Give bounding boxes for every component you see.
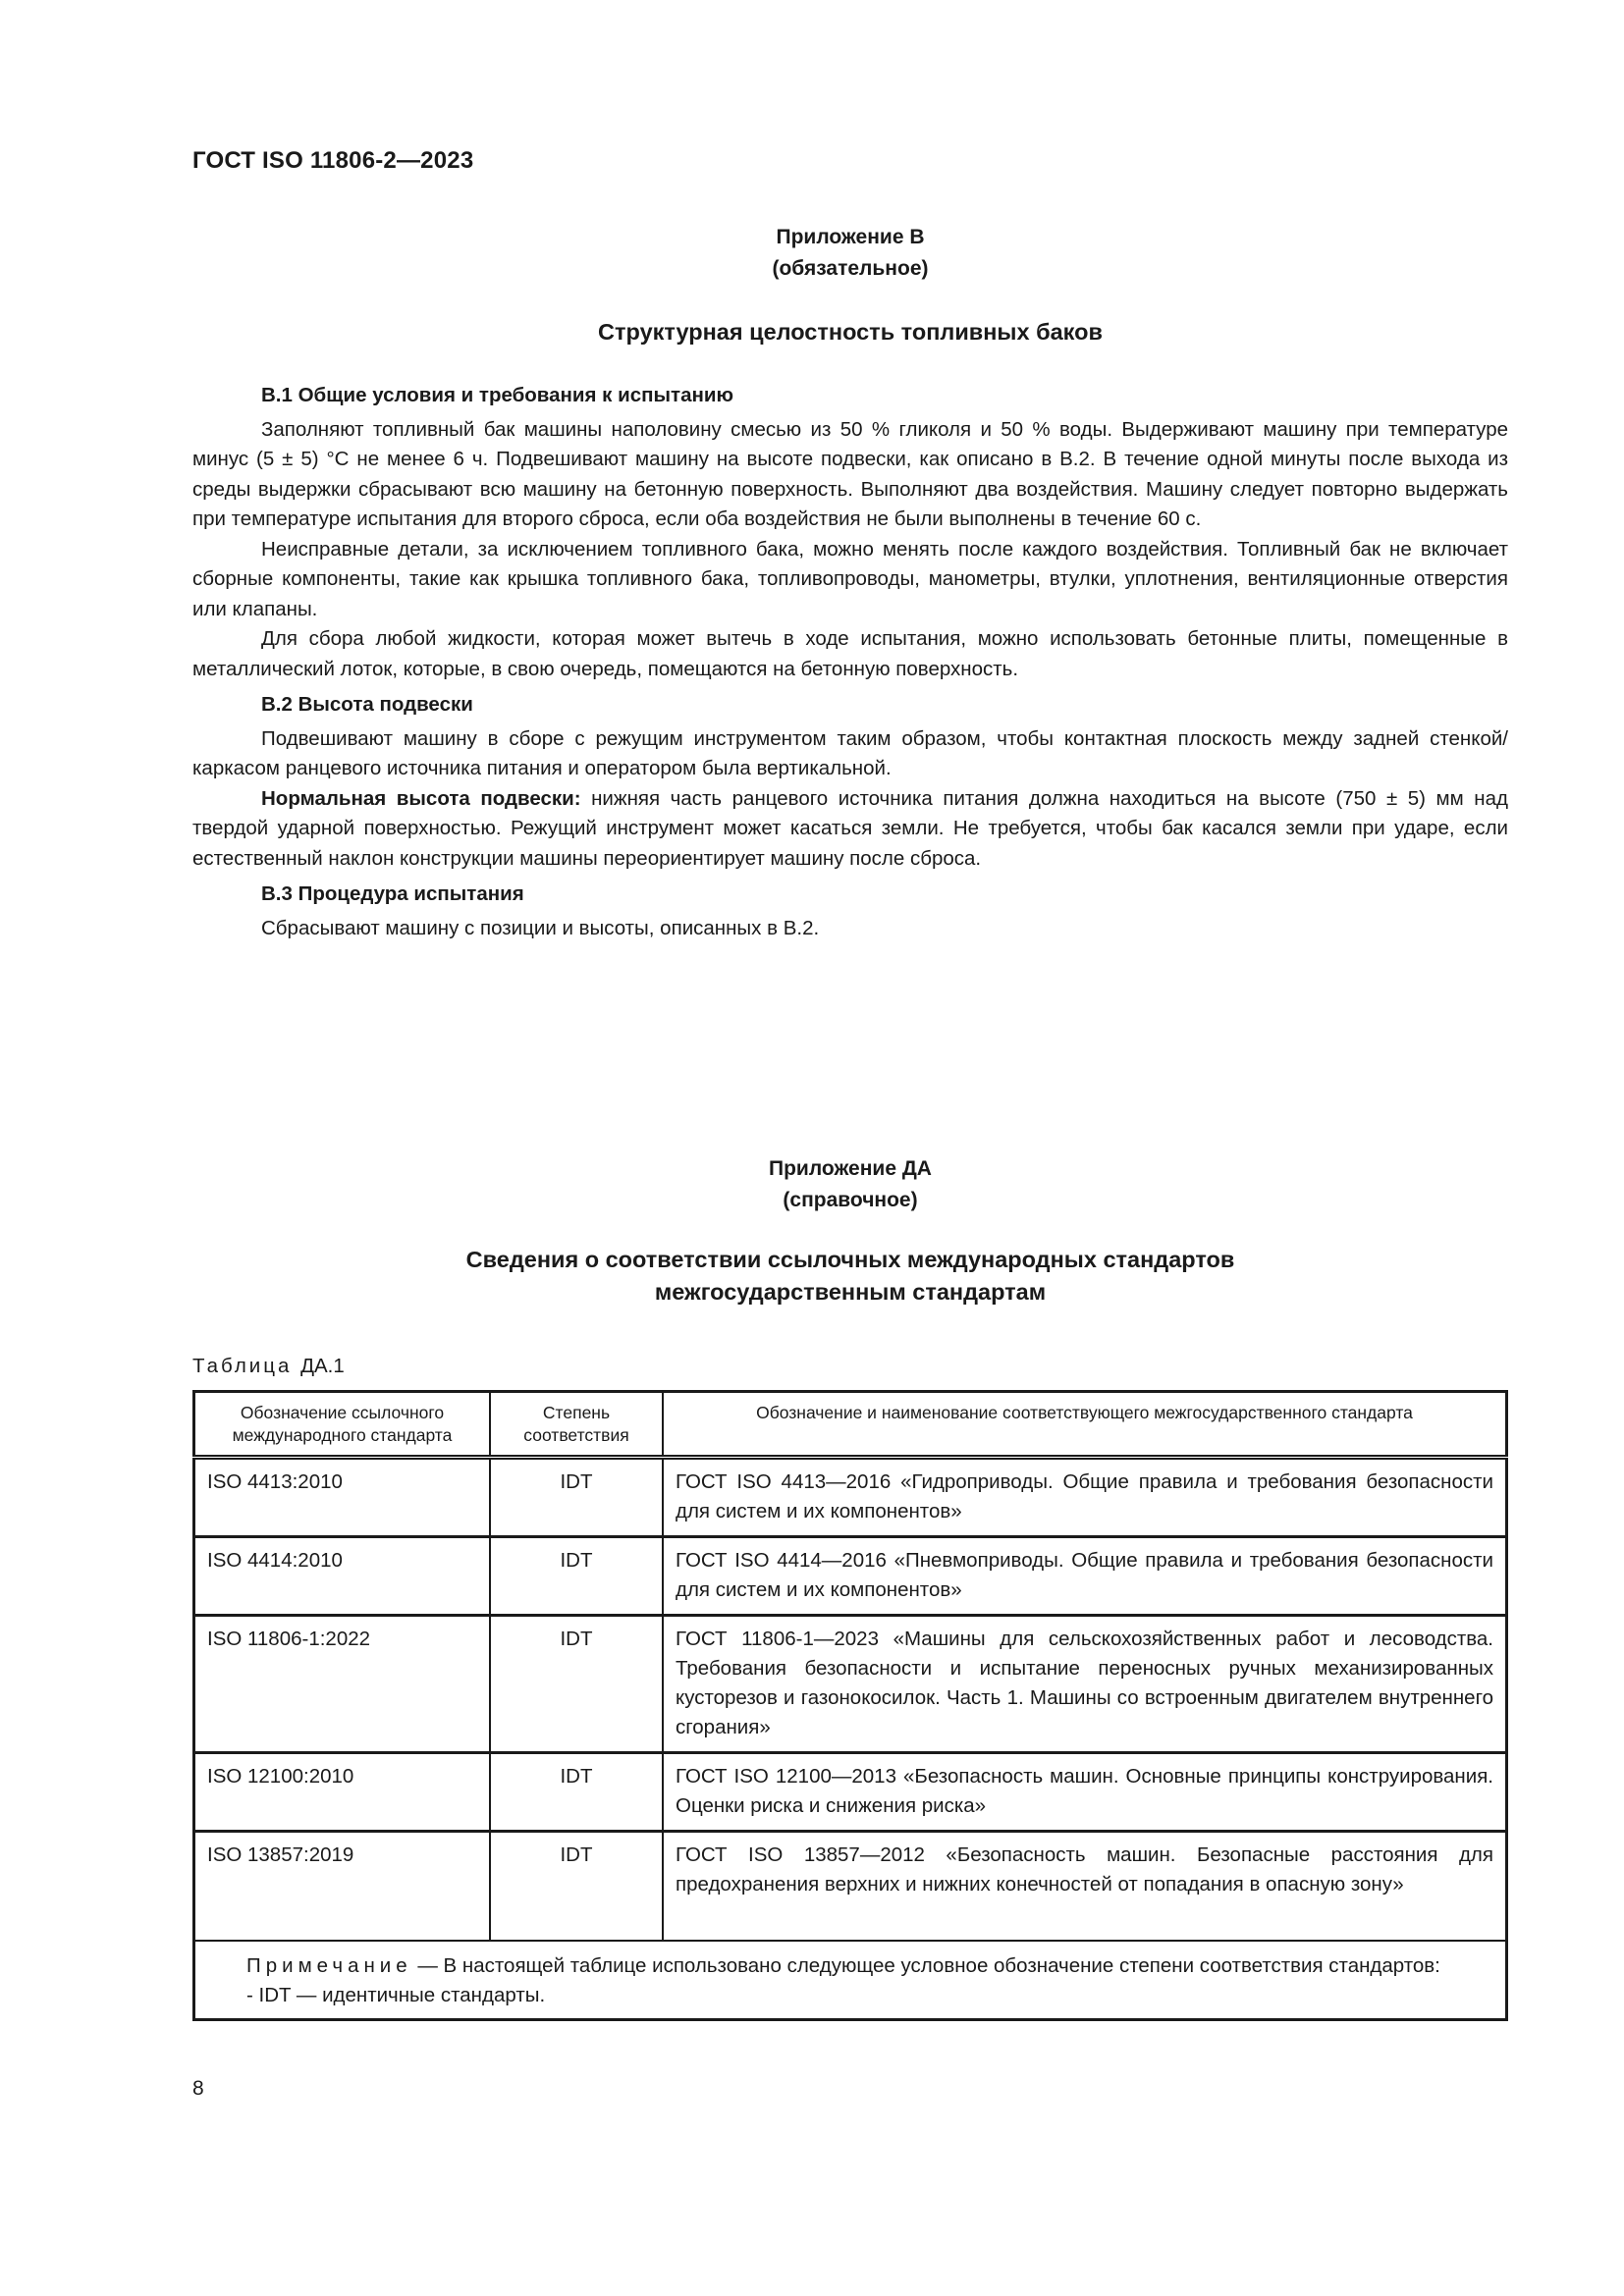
- document-id-header: ГОСТ ISO 11806-2—2023: [192, 147, 474, 174]
- cell-interstate-standard: ГОСТ ISO 12100—2013 «Безопасность машин. Основные принципы конструирования. Оценки риска и снижения риска»: [663, 1753, 1507, 1832]
- appendix-da-label: Приложение ДА: [769, 1157, 932, 1180]
- section-b1-heading: В.1 Общие условия и требования к испытанию: [261, 384, 733, 406]
- table-row: [194, 1537, 1507, 1616]
- table-caption-word: Таблица: [192, 1355, 293, 1377]
- appendix-da-title-line1: Сведения о соответствии ссылочных международных стандартов: [465, 1247, 1235, 1272]
- note-list-item: - IDT — идентичные стандарты.: [246, 1983, 546, 2006]
- cell-degree: IDT: [490, 1832, 663, 1941]
- table-row: [194, 1832, 1507, 1941]
- cell-degree: IDT: [490, 1537, 663, 1616]
- page-number: 8: [192, 2077, 204, 2100]
- cell-interstate-standard: ГОСТ 11806-1—2023 «Машины для сельскохозяйственных работ и лесоводства. Требования безопасности и испытание переносных ручных механизированных кусторезов и газонокосилок. Часть 1. Машины со встроенным двигателем внутреннего сгорания»: [663, 1616, 1507, 1753]
- cell-interstate-standard: ГОСТ ISO 4413—2016 «Гидроприводы. Общие правила и требования безопасности для систем и их компонентов»: [663, 1458, 1507, 1537]
- table-header-row: [194, 1392, 1507, 1458]
- column-header-interstate-standard: Обозначение и наименование соответствующего межгосударственного стандарта: [663, 1392, 1507, 1458]
- appendix-da-title-line2: межгосударственным стандартам: [654, 1279, 1047, 1305]
- cell-reference-standard: ISO 4413:2010: [194, 1458, 491, 1537]
- appendix-b-label: Приложение В: [776, 226, 925, 248]
- normal-height-text: нижняя часть ранцевого источника питания должна находиться на высоте (750 ± 5) мм над твердой ударной поверхностью. Режущий инструмент может касаться земли. Не требуется, чтобы бак касался земли при ударе, если естественный наклон конструкции машины переориентирует машину после сброса.: [192, 786, 1508, 870]
- normal-height-label: Нормальная высота подвески:: [261, 786, 581, 810]
- appendix-b-body: [192, 375, 1508, 943]
- table-note: [194, 1941, 1507, 2020]
- cell-degree: IDT: [490, 1616, 663, 1753]
- cell-reference-standard: ISO 13857:2019: [194, 1832, 491, 1941]
- table-row: [194, 1753, 1507, 1832]
- table-caption: [192, 1355, 345, 1378]
- section-b1-paragraph: Заполняют топливный бак машины наполовину смесью из 50 % гликоля и 50 % воды. Выдерживают машину при температуре минус (5 ± 5) °С не менее 6 ч. Подвешивают машину на высоте подвески, как описано в В.2. В течение одной минуты после выхода из среды выдержки сбрасывают всю машину на бетонную поверхность. Выполняют два воздействия. Машину следует повторно выдержать при температуре испытания для второго сброса, если оба воздействия не были выполнены в течение 60 с.: [192, 417, 1508, 530]
- standards-correspondence-table: [192, 1390, 1508, 2021]
- table-row: [194, 1458, 1507, 1537]
- section-b3-heading: В.3 Процедура испытания: [261, 882, 524, 905]
- table-note-row: [194, 1941, 1507, 2020]
- cell-degree: IDT: [490, 1458, 663, 1537]
- section-b2-heading: В.2 Высота подвески: [261, 693, 473, 716]
- appendix-da-status: (справочное): [783, 1189, 918, 1211]
- note-label: Примечание: [246, 1953, 412, 1977]
- cell-interstate-standard: ГОСТ ISO 13857—2012 «Безопасность машин. Безопасные расстояния для предохранения верхних и нижних конечностей от попадания в опасную зону»: [663, 1832, 1507, 1941]
- table-row: [194, 1616, 1507, 1753]
- section-b2-paragraph: Подвешивают машину в сборе с режущим инструментом таким образом, чтобы контактная плоскость между задней стенкой/каркасом ранцевого источника питания и оператором была вертикальной.: [192, 726, 1508, 779]
- appendix-b-status: (обязательное): [772, 257, 929, 280]
- cell-reference-standard: ISO 11806-1:2022: [194, 1616, 491, 1753]
- section-b1-paragraph: Для сбора любой жидкости, которая может вытечь в ходе испытания, можно использовать бетонные плиты, помещенные в металлический лоток, которые, в свою очередь, помещаются на бетонную поверхность.: [192, 627, 1508, 680]
- appendix-b-title: Структурная целостность топливных баков: [598, 319, 1103, 345]
- column-header-degree: Степень соответствия: [490, 1392, 663, 1458]
- table-caption-number: ДА.1: [300, 1355, 345, 1377]
- cell-interstate-standard: ГОСТ ISO 4414—2016 «Пневмоприводы. Общие правила и требования безопасности для систем и их компонентов»: [663, 1537, 1507, 1616]
- section-b2-normal-height-paragraph: [192, 784, 1508, 875]
- cell-degree: IDT: [490, 1753, 663, 1832]
- note-text: — В настоящей таблице использовано следующее условное обозначение степени соответствия стандартов:: [411, 1953, 1440, 1977]
- cell-reference-standard: ISO 12100:2010: [194, 1753, 491, 1832]
- column-header-reference-standard: Обозначение ссылочного международного стандарта: [194, 1392, 491, 1458]
- section-b1-paragraph: Неисправные детали, за исключением топливного бака, можно менять после каждого воздействия. Топливный бак не включает сборные компоненты, такие как крышка топливного бака, топливопроводы, манометры, втулки, уплотнения, вентиляционные отверстия или клапаны.: [192, 537, 1508, 620]
- section-b3-paragraph: Сбрасывают машину с позиции и высоты, описанных в В.2.: [261, 916, 820, 939]
- cell-reference-standard: ISO 4414:2010: [194, 1537, 491, 1616]
